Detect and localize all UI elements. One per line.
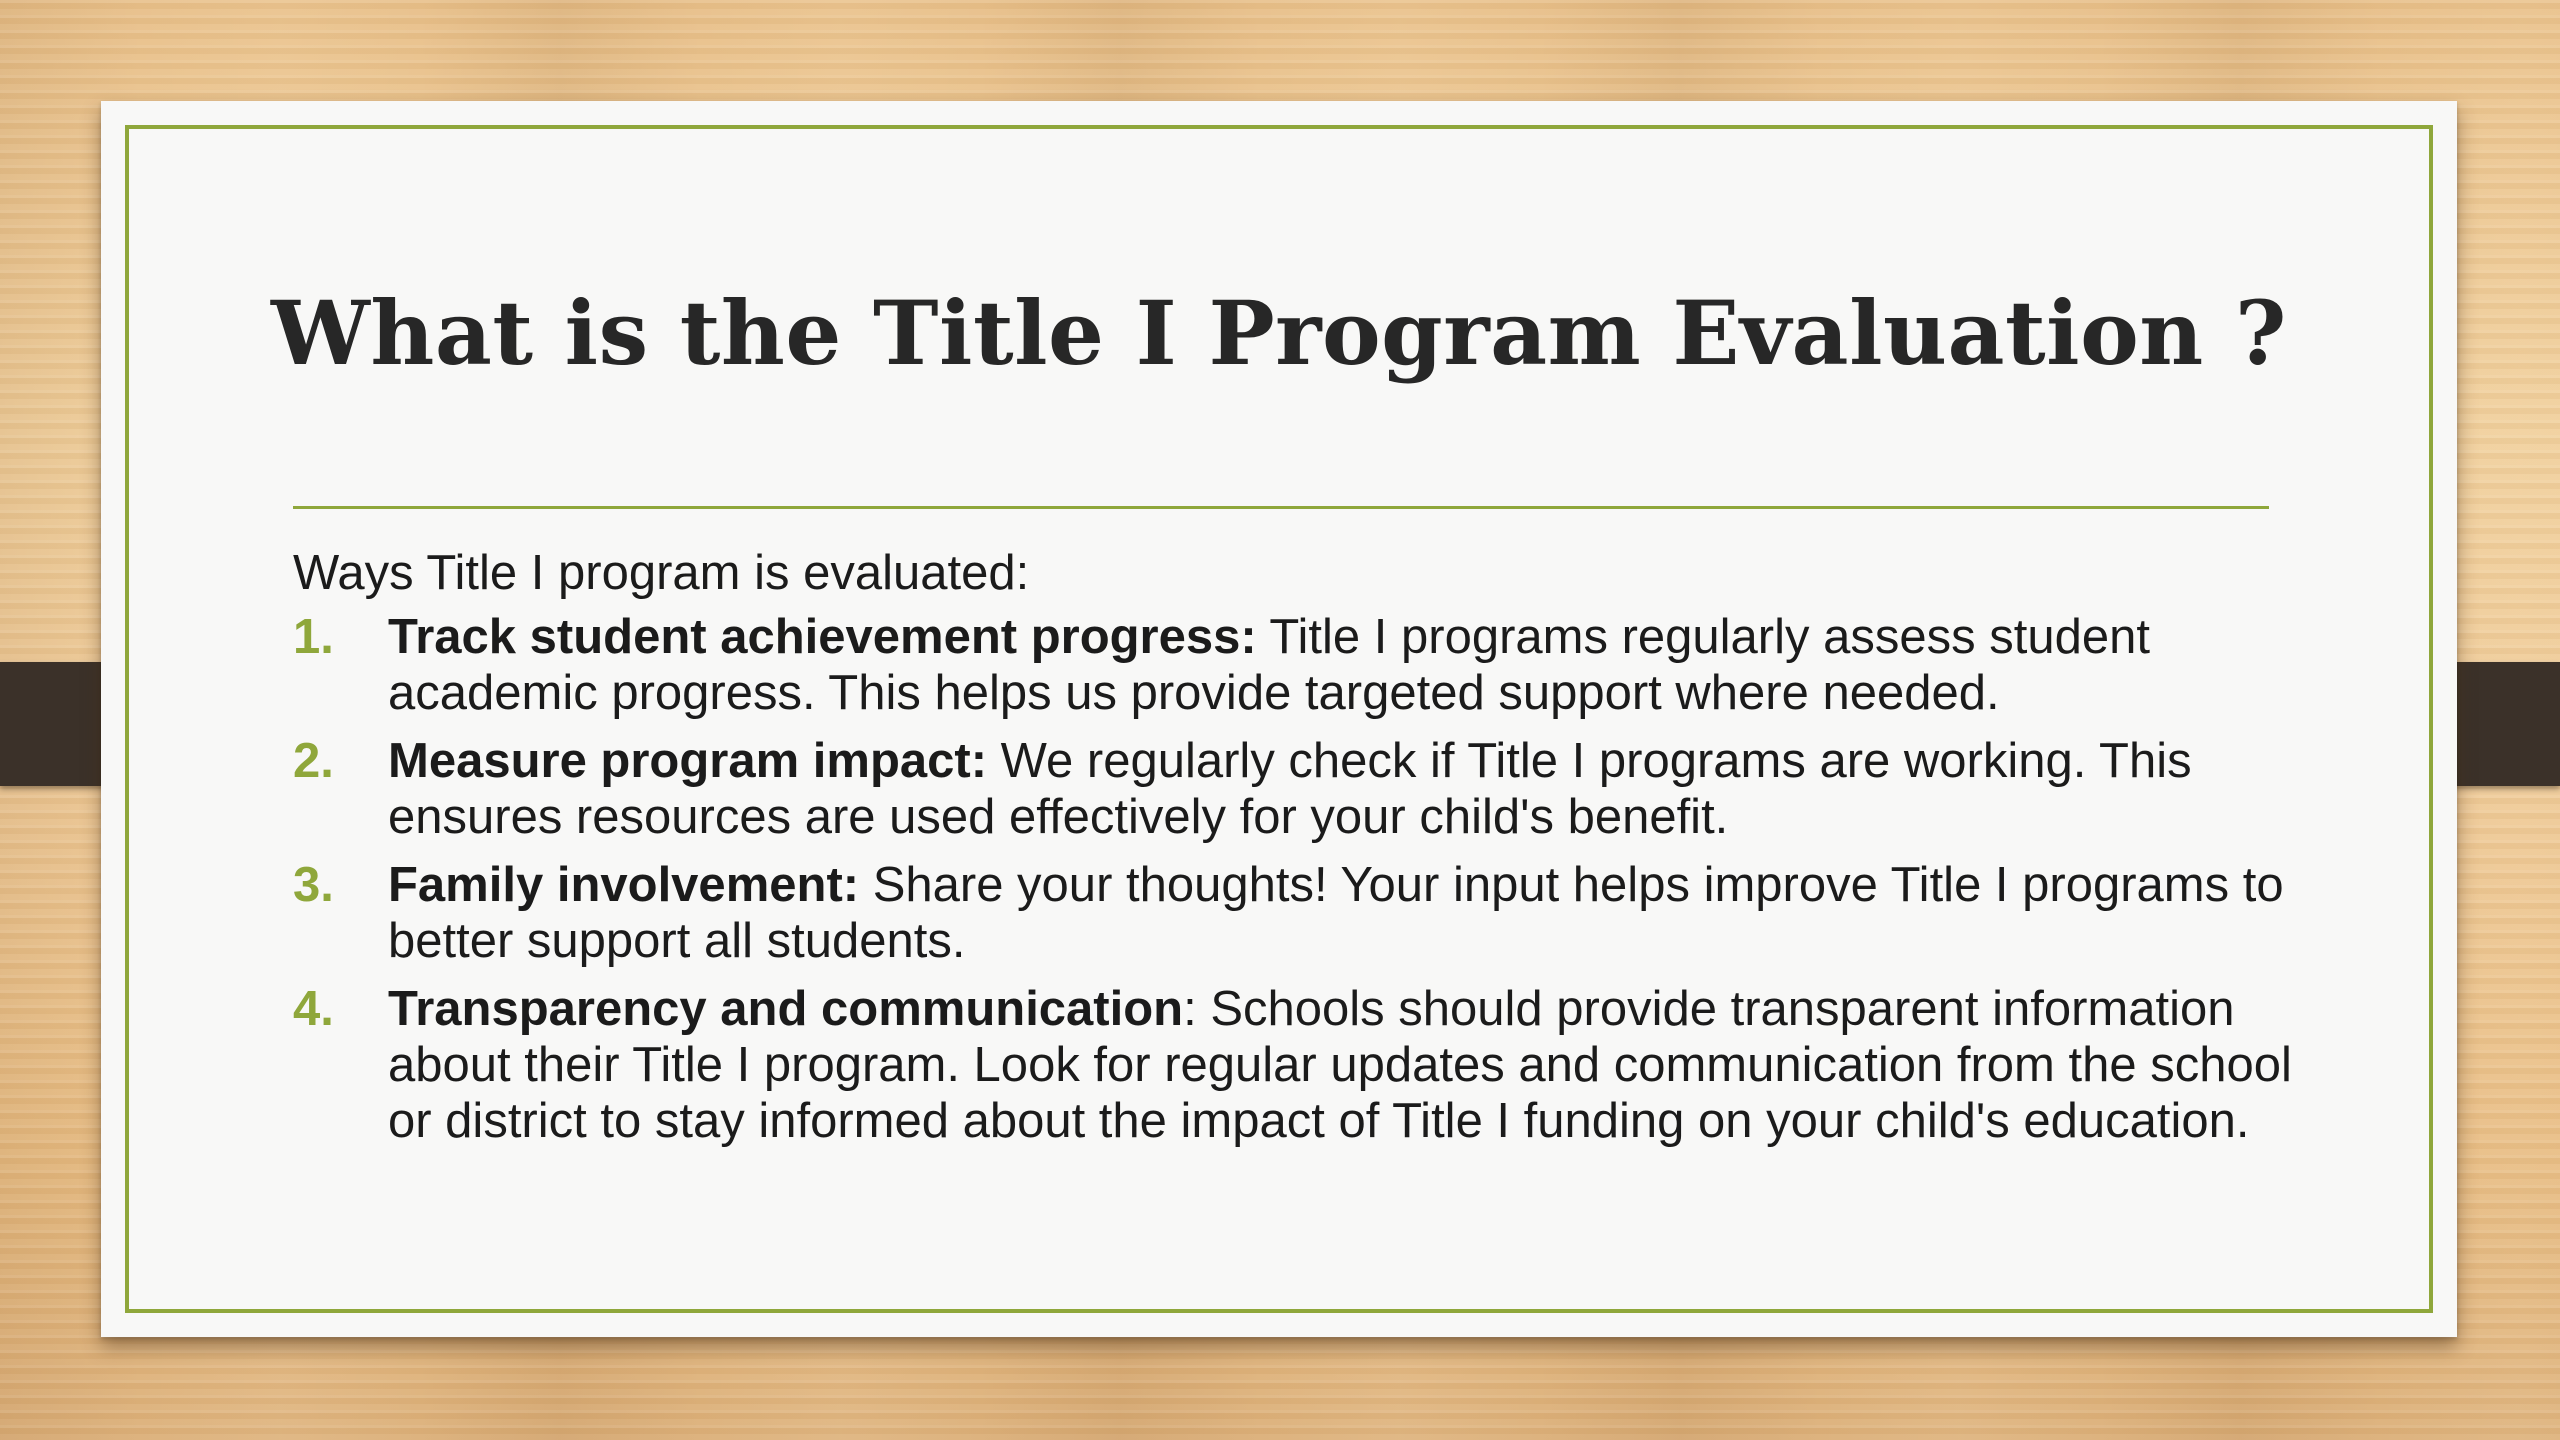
- evaluation-list: [293, 609, 2293, 1149]
- list-item-number: 4.: [293, 982, 334, 1036]
- slide-body: [293, 543, 2293, 1161]
- list-item-number: 2.: [293, 734, 334, 788]
- list-item: [293, 981, 2293, 1149]
- title-divider: [293, 506, 2269, 509]
- list-item-number: 3.: [293, 858, 334, 912]
- list-item: [293, 857, 2293, 969]
- intro-text: Ways Title I program is evaluated:: [293, 546, 1030, 600]
- list-item-number: 1.: [293, 610, 334, 664]
- list-item: [293, 609, 2293, 721]
- list-item-text: Title I programs regularly assess student academic progress. This helps us provide targeted support where needed.: [388, 610, 2150, 720]
- list-item: [293, 733, 2293, 845]
- list-item-text: We regularly check if Title I programs are working. This ensures resources are used effectively for your child's benefit.: [388, 734, 2192, 844]
- list-item-heading: Track student achievement progress:: [388, 610, 1257, 664]
- slide-card: [101, 101, 2457, 1337]
- list-item-heading: Family involvement:: [388, 858, 860, 912]
- slide-title: What is the Title I Program Evaluation ?: [271, 281, 2287, 385]
- list-item-heading: Measure program impact:: [388, 734, 988, 788]
- list-item-text: : Schools should provide transparent information about their Title I program. Look for regular updates and communication from the school or district to stay informed about the impact of Title I funding on your child's education.: [388, 982, 2292, 1148]
- list-item-heading: Transparency and communication: [388, 982, 1184, 1036]
- list-item-text: Share your thoughts! Your input helps improve Title I programs to better support all students.: [388, 858, 2284, 968]
